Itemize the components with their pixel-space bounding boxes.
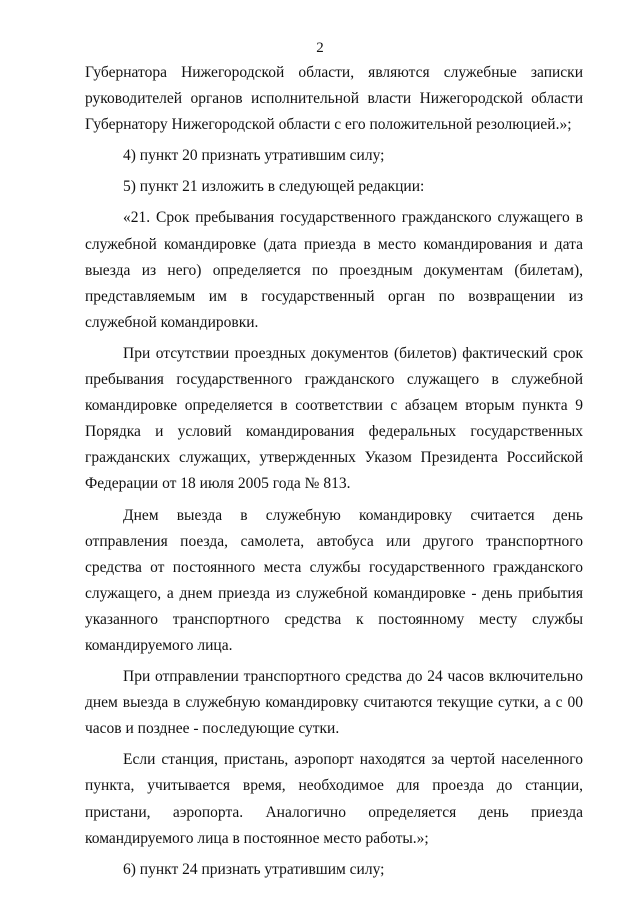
page-number: 2: [316, 40, 324, 56]
paragraph-no-documents: При отсутствии проездных документов (билетов) фактический срок пребывания государственного гражданского служащего в служебной командировке определяется в соответствии с абзацем вторым пункта 9 Порядка и условий командирования федеральных государственных гражданских служащих, утвержденных Указом Президента Российской Федерации от 18 июля 2005 года № 813.: [85, 344, 583, 493]
paragraph-item-6: 6) пункт 24 признать утратившим силу;: [123, 860, 385, 878]
paragraph-departure-day: Днем выезда в служебную командировку считается день отправления поезда, самолета, автобуса или другого транспортного средства от постоянного места службы государственного гражданского служащего, а днем приезда из служебной командировке - день прибытия указанного транспортного средства к постоянному месту службы командируемого лица.: [85, 506, 583, 654]
paragraph-departure-time: При отправлении транспортного средства до 24 часов включительно днем выезда в служебную командировку считаются текущие сутки, а с 00 часов и позднее - последующие сутки.: [85, 668, 583, 738]
paragraph-item-4: 4) пункт 20 признать утратившим силу;: [123, 147, 385, 165]
document-body: [85, 60, 583, 883]
paragraph-station-outside: Если станция, пристань, аэропорт находятся за чертой населенного пункта, учитывается время, необходимое для проезда до станции, пристани, аэропорта. Аналогично определяется день приезда командируемого лица в постоянное место работы.»;: [85, 751, 583, 847]
paragraph-clause-21: «21. Срок пребывания государственного гражданского служащего в служебной командировке (дата приезда в место командирования и дата выезда из него) определяется по проездным документам (билетам), представляемым им в государственный орган по возвращении из служебной командировки.: [85, 209, 583, 331]
paragraph-continuation: Губернатора Нижегородской области, являются служебные записки руководителей органов исполнительной власти Нижегородской области Губернатору Нижегородской области с его положительной резолюцией.»;: [85, 64, 583, 134]
paragraph-item-5: 5) пункт 21 изложить в следующей редакции:: [123, 178, 425, 196]
